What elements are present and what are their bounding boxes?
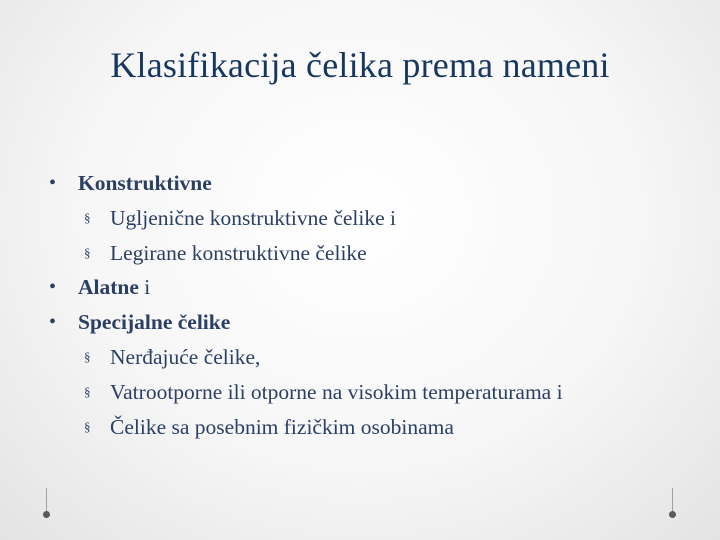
bullet-icon: • <box>49 276 57 299</box>
bullet-icon: • <box>49 172 57 194</box>
list-item-text: Vatrootporne ili otporne na visokim temperaturama i <box>110 379 563 404</box>
list-item <box>44 201 704 236</box>
decorative-dot-left-icon <box>43 511 50 518</box>
list-item-text: Čelike sa posebnim fizičkim osobinama <box>110 414 454 439</box>
list-item <box>44 305 704 340</box>
list-item-text: Specijalne čelike <box>78 310 231 335</box>
square-bullet-icon: § <box>84 244 91 260</box>
list-item <box>44 375 704 410</box>
list-item <box>44 236 704 271</box>
bullet-list <box>44 166 704 444</box>
list-item-text: Legirane konstruktivne čelike <box>110 240 367 265</box>
list-item-text-suffix: i <box>138 275 151 300</box>
slide-title: Klasifikacija čelika prema nameni <box>110 45 610 85</box>
list-item <box>44 340 704 375</box>
square-bullet-icon: § <box>84 348 91 364</box>
list-item-text: Nerđajuće čelike, <box>110 344 261 369</box>
list-item-text: Ugljenične konstruktivne čelike i <box>110 205 396 230</box>
square-bullet-icon: § <box>84 209 91 225</box>
square-bullet-icon: § <box>84 383 91 399</box>
bullet-icon: • <box>49 311 57 334</box>
list-item <box>44 410 704 445</box>
square-bullet-icon: § <box>84 418 91 434</box>
list-item-text: Konstruktivne <box>78 171 212 195</box>
list-item-text: Alatne <box>78 275 139 300</box>
list-item <box>44 166 704 201</box>
decorative-dot-right-icon <box>669 511 676 518</box>
list-item <box>44 270 704 305</box>
